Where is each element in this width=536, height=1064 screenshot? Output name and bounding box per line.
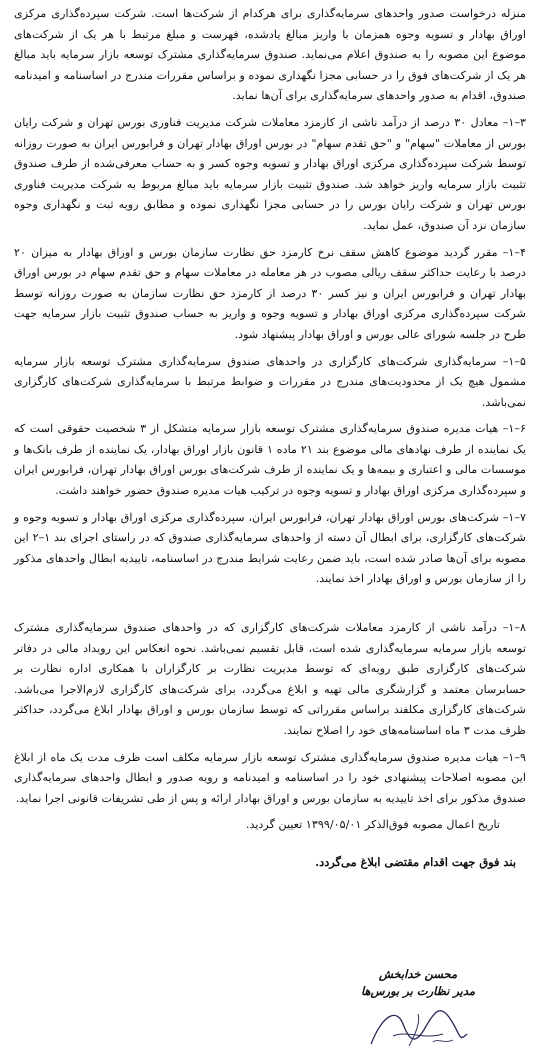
section-spacer: [14, 596, 526, 618]
paragraph-intro: منزله درخواست صدور واحدهای سرمایه‌گذاری برای هرکدام از شرکت‌ها است. شرکت سپرده‌گذاری مرکزی اوراق بهادار و تسویه وجوه همزمان با واریز مبالغ یادشده، فهرست و مبلغ مرتبط با هر یک از شرکت‌های موضوع این مصوبه را به صندوق اعلام می‌نماید. صندوق سرمایه‌گذاری مشترک توسعه بازار سرمایه باید مبالغ هر یک از شرکت‌های فوق را در حسابی مجزا نگهداری نموده و براساس مقررات مندرج در اساسنامه و امیدنامه صندوق، اقدام به صدور واحدهای سرمایه‌گذاری برای آن‌ها نماید.: [14, 7, 526, 103]
signature-block: [348, 966, 488, 1054]
signatory-title: مدیر نظارت بر بورس‌ها: [360, 984, 476, 998]
effective-date: تاریخ اعمال مصوبه فوق‌الذکر ۱۳۹۹/۰۵/۰۱ تعیین گردید.: [245, 818, 500, 832]
handwritten-signature-icon: [363, 994, 473, 1054]
paragraph-1-3: ۳–۱– معادل ۳۰ درصد از درآمد ناشی از کارمزد معاملات شرکت مدیریت فناوری بورس تهران و شرکت رایان بورس از معاملات "سهام" و "حق تقدم سهام" در بورس اوراق بهادار تهران و فرابورس ایران به صورت روزانه توسط شرکت سپرده‌گذاری مرکزی اوراق بهادار و تسویه وجوه کسر و به حساب معرفی‌شده از طرف صندوق تثبیت بازار سرمایه واریز خواهد شد. صندوق تثبیت بازار سرمایه باید مبالغ مربوط به شرکت مدیریت فناوری بورس تهران و شرکت رایان بورس را در حسابی مجزا نگهداری نموده و مطابق رویه ثبت و نگهداری وجوه سازمان نزد آن صندوق، عمل نماید.: [14, 115, 526, 232]
paragraph-1-8: ۸–۱– درآمد ناشی از کارمزد معاملات شرکت‌های کارگزاری که در واحدهای صندوق سرمایه‌گذاری مشترک توسعه بازار سرمایه سرمایه‌گذاری شده است، قابل تقسیم نمی‌باشد. نحوه انعکاس این رویداد مالی در دفاتر شرکت‌های کارگزاری طبق رویه‌ای که توسط مدیریت نظارت بر کارگزاران با همکاری اداره نظارت بر حسابرسان معتمد و گزارشگری مالی تهیه و ابلاغ می‌گردد، برای شرکت‌های کارگزاری لازم‌الاجرا می‌باشد. شرکت‌های کارگزاری مکلفند براساس مقرراتی که توسط سازمان بورس و اوراق بهادار ابلاغ می‌گردد، حداکثر ظرف مدت ۳ ماه اساسنامه‌های خود را اصلاح نمایند.: [14, 621, 526, 737]
notice-text: بند فوق جهت اقدام مقتضی ابلاغ می‌گردد.: [315, 854, 516, 869]
paragraph-1-5: ۵–۱– سرمایه‌گذاری شرکت‌های کارگزاری در واحدهای صندوق سرمایه‌گذاری مشترک توسعه بازار سرمایه مشمول هیچ یک از محدودیت‌های مندرج در مقررات و ضوابط مرتبط با سرمایه‌گذاری شرکت‌های کارگزاری نمی‌باشد.: [14, 354, 526, 409]
paragraph-1-4: ۴–۱– مقرر گردید موضوع کاهش سقف نرخ کارمزد حق نظارت سازمان بورس و اوراق بهادار به میزان ۲۰ درصد با رعایت حداکثر سقف ریالی مصوب در هر معامله در معاملات سهام و حق تقدم سهام در بورس اوراق بهادار تهران و فرابورس ایران و نیز کسر ۳۰ درصد از کارمزد حق نظارت سازمان به صورت روزانه توسط شرکت سپرده‌گذاری مرکزی اوراق بهادار و تسویه وجوه و واریز به حساب صندوق تثبیت بازار سرمایه جهت طرح در جلسه شورای عالی بورس و اوراق بهادار پیشنهاد شود.: [14, 245, 526, 341]
signatory-name: محسن خدابخش: [378, 967, 458, 981]
paragraph-1-6: ۶–۱– هیات مدیره صندوق سرمایه‌گذاری مشترک توسعه بازار سرمایه متشکل از ۳ شخصیت حقوقی است که یک نماینده از طرف نهادهای مالی موضوع بند ۲۱ ماده ۱ قانون بازار اوراق بهادار، یک نماینده از طرف بانک‌ها و موسسات مالی و اعتباری و بیمه‌ها و یک نماینده از طرف شرکت‌های بورس اوراق بهادار تهران، فرابورس ایران و سپرده‌گذاری مرکزی اوراق بهادار و تسویه وجوه در ترکیب هیات مدیره صندوق حضور خواهند داشت.: [14, 422, 527, 498]
paragraph-1-7: ۷–۱– شرکت‌های بورس اوراق بهادار تهران، فرابورس ایران، سپرده‌گذاری مرکزی اوراق بهادار و تسویه وجوه و شرکت‌های کارگزاری، برای ابطال آن دسته از واحدهای سرمایه‌گذاری صندوق که در راستای اجرای بند ۱–۲ این مصوبه برای آن‌ها صادر شده است، باید ضمن رعایت شرایط مندرج در اساسنامه، تاییدیه ابطال واحدهای مذکور را از سازمان بورس و اوراق بهادار اخذ نمایند.: [14, 510, 527, 586]
paragraph-1-9: ۹–۱– هیات مدیره صندوق سرمایه‌گذاری مشترک توسعه بازار سرمایه مکلف است ظرف مدت یک ماه از ابلاغ این مصوبه اصلاحات پیشنهادی خود را در اساسنامه و امیدنامه و رویه صدور و ابطال واحدهای سرمایه‌گذاری صندوق مذکور برای اخذ تاییدیه به سازمان بورس و اوراق بهادار ارائه و پس از طی تشریفات قانونی اجرا نماید.: [14, 750, 526, 805]
